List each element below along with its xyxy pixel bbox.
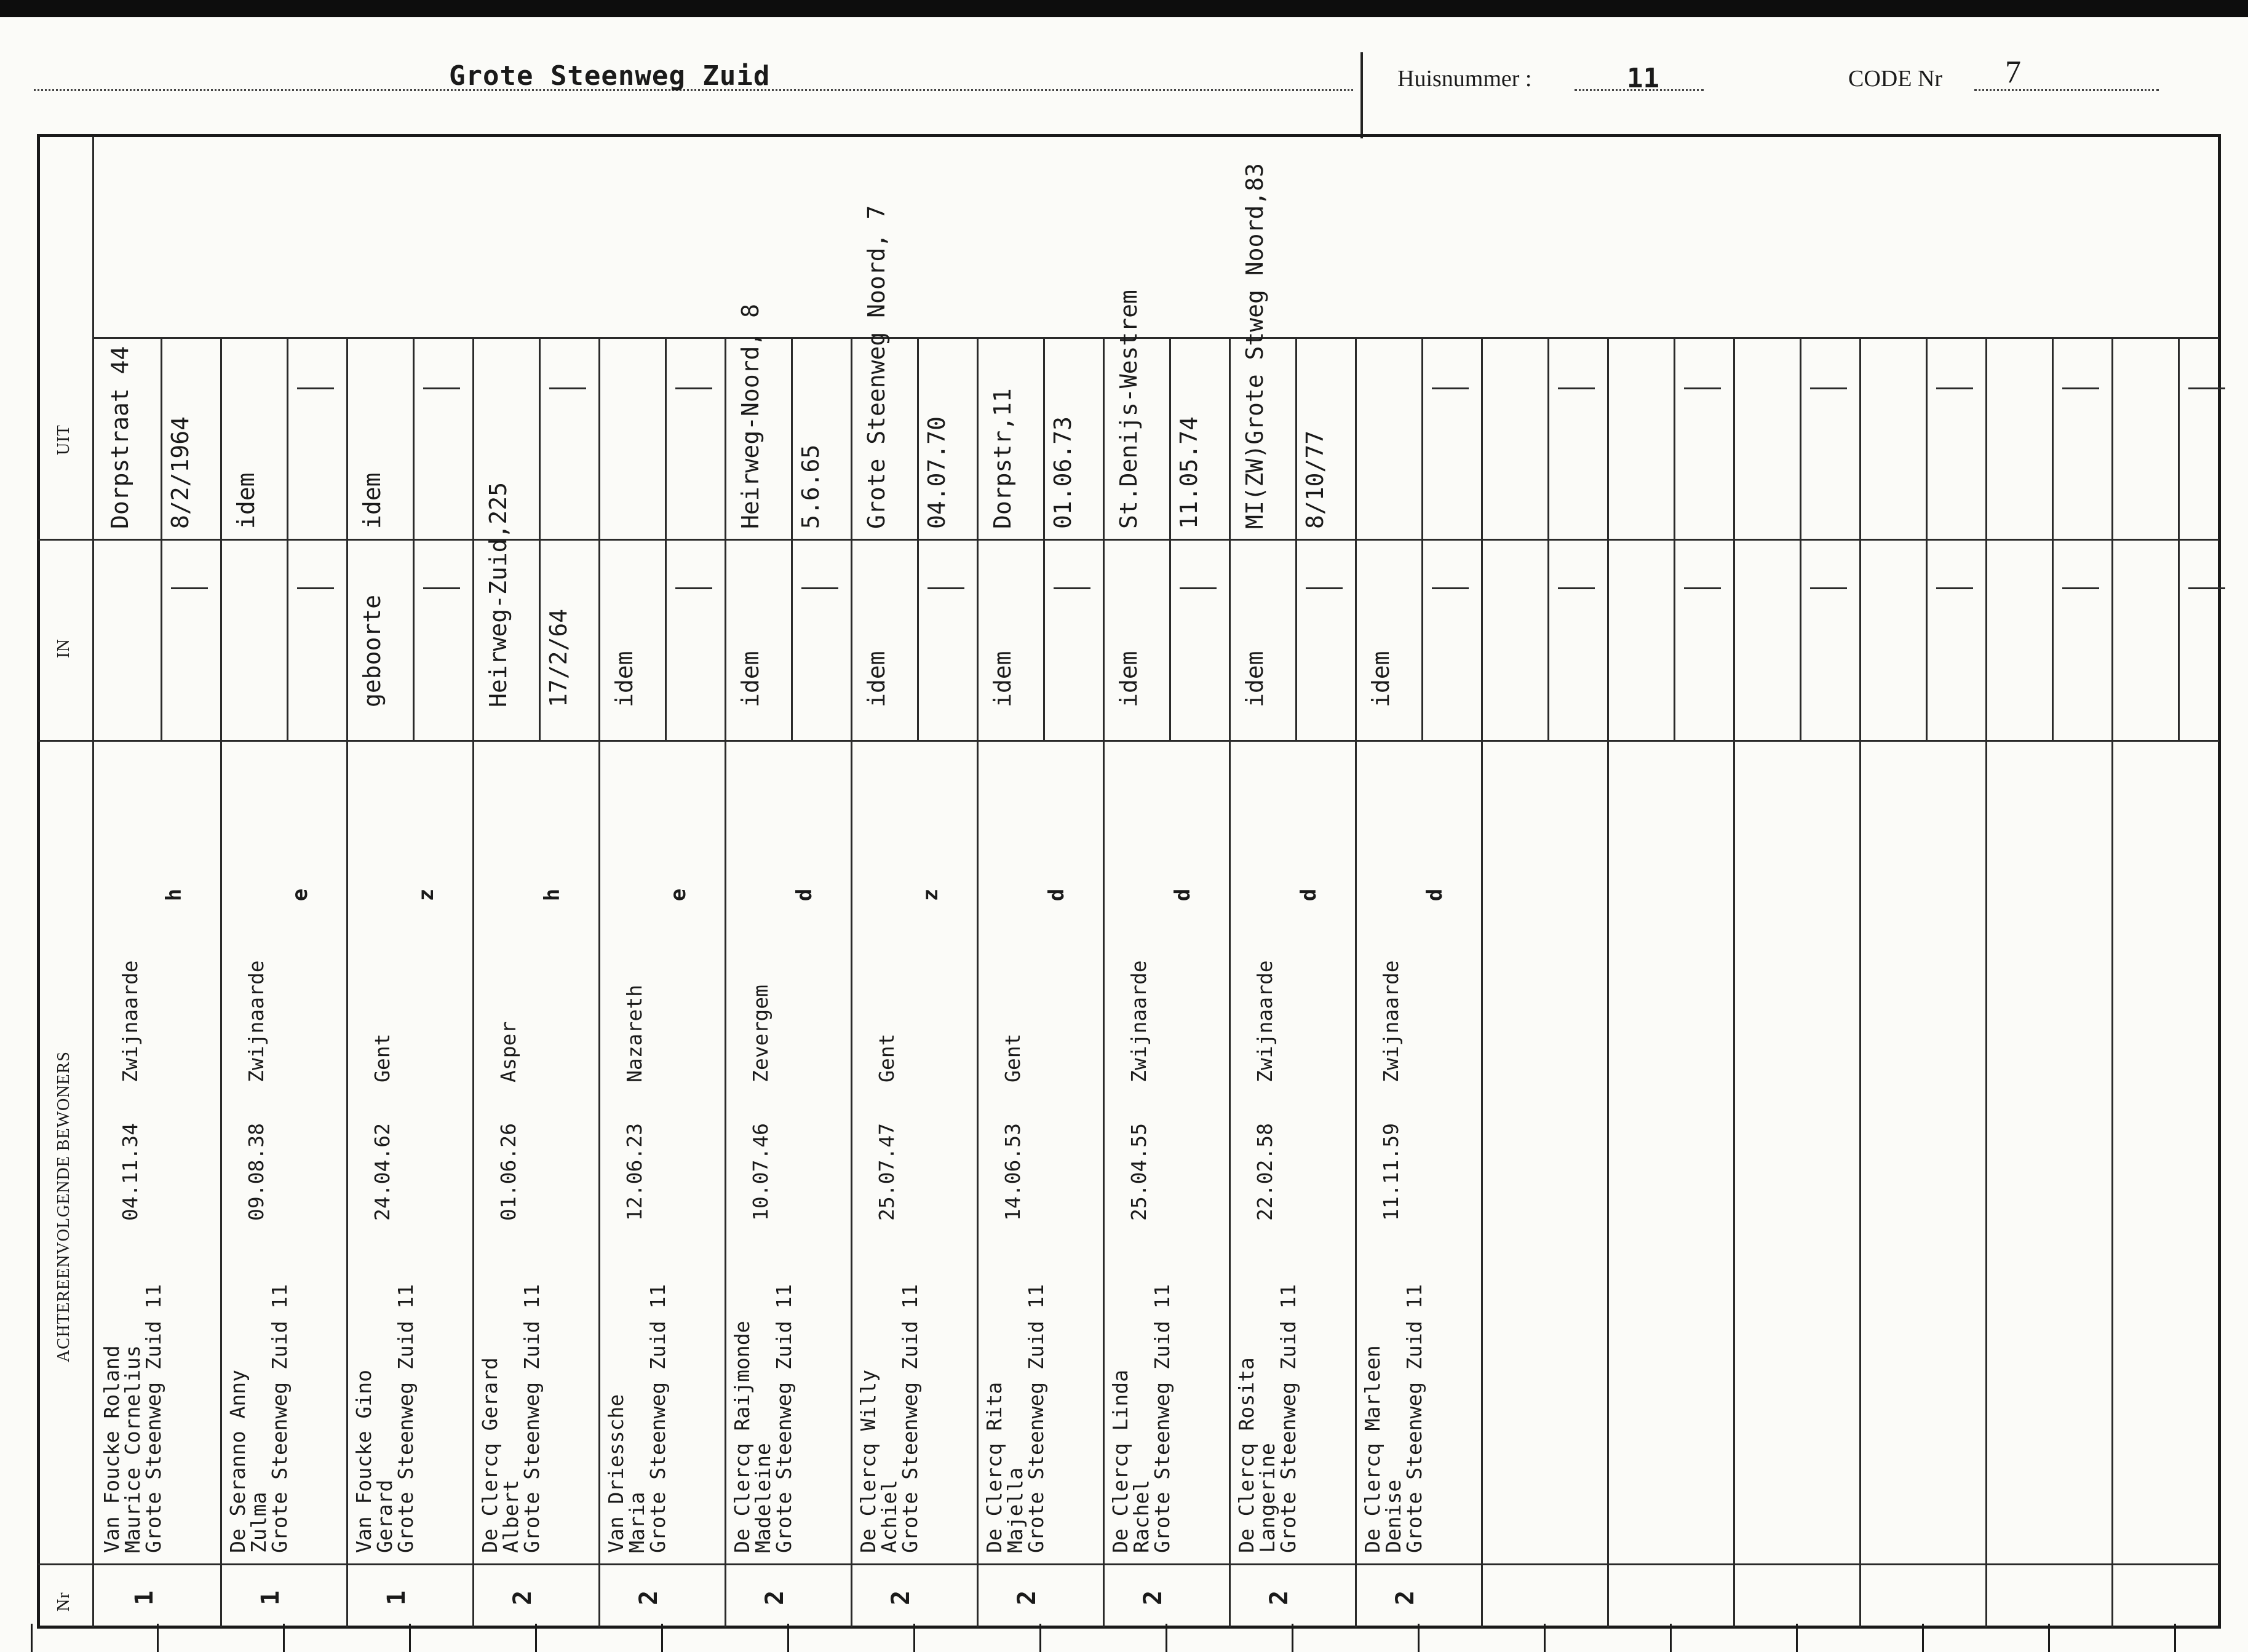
bottom-tick [1166,1624,1167,1652]
resident-first-names: Maurice Cornelius [121,1345,145,1553]
birth-place: Zwijnaarde [1253,960,1277,1082]
empty-in-dash [2062,587,2099,589]
resident-first-names: Denise [1381,1479,1405,1553]
uit-subdivider [161,337,162,539]
resident-first-names: Gerard [373,1479,397,1553]
code-value: 7 [2005,55,2021,90]
in-bewoners-line [38,740,2219,742]
in-subdivider [1800,539,1801,740]
status-code: h [162,888,187,902]
empty-uit-dash [675,387,712,389]
uit-subdivider [1295,337,1297,539]
resident-first-names: Madeleine [751,1443,775,1553]
birth-date: 25.04.55 [1127,1123,1151,1221]
resident-nr: 1 [383,1590,411,1606]
empty-uit-dash [423,387,460,389]
bottom-tick [2048,1624,2050,1652]
bottom-tick [157,1624,159,1652]
empty-uit-dash [1936,387,1973,389]
code-dotted-line [1974,89,2159,91]
in-origin: idem [611,651,638,707]
birth-place: Zwijnaarde [1127,960,1151,1082]
uit-date: 8/2/1964 [167,416,194,529]
in-subdivider [539,539,541,740]
empty-in-dash [2188,587,2225,589]
column-divider [1859,337,1861,1627]
uit-subdivider [413,337,415,539]
uit-subdivider [665,337,667,539]
resident-name: De Clercq Rosita [1234,1357,1258,1553]
street-name: Grote Steenweg Zuid [449,60,771,92]
in-subdivider [1043,539,1045,740]
uit-top-line [92,337,2219,339]
resident-address: Grote Steenweg Zuid 11 [898,1284,922,1553]
bewoners-header: ACHTEREENVOLGENDE BEWONERS [54,1051,73,1362]
bewoners-nr-line [38,1563,2219,1565]
header-separator [1360,52,1363,138]
empty-uit-dash [2188,387,2225,389]
resident-nr: 2 [1013,1590,1042,1606]
code-label: CODE Nr [1848,66,1943,92]
bottom-tick [913,1624,915,1652]
resident-name: De Clercq Rita [982,1381,1006,1553]
column-divider [346,337,348,1627]
uit-date: 01.06.73 [1049,416,1076,529]
resident-first-names: Majella [1003,1467,1027,1553]
uit-subdivider [917,337,919,539]
in-subdivider [917,539,919,740]
in-subdivider [665,539,667,740]
birth-date: 09.08.38 [244,1123,268,1221]
empty-in-dash [1180,587,1217,589]
in-subdivider [1926,539,1928,740]
in-subdivider [1547,539,1549,740]
column-divider [1103,337,1105,1627]
uit-subdivider [1674,337,1675,539]
uit-destination: idem [232,472,260,529]
in-origin: Heirweg-Zuid,225 [485,482,512,707]
column-divider [1733,337,1735,1627]
uit-header: UIT [54,424,73,455]
bottom-tick [1796,1624,1798,1652]
status-code: e [666,888,691,902]
birth-place: Zwijnaarde [118,960,142,1082]
in-subdivider [1674,539,1675,740]
resident-nr: 2 [1139,1590,1168,1606]
in-date: 17/2/64 [545,608,572,707]
uit-subdivider [1926,337,1928,539]
uit-subdivider [2052,337,2054,539]
status-code: e [288,888,313,902]
bottom-tick [661,1624,663,1652]
column-divider [1985,337,1987,1627]
status-code: d [1423,888,1448,902]
resident-name: Van Driessche [604,1394,628,1553]
status-code: d [1297,888,1322,902]
uit-subdivider [1421,337,1423,539]
status-code: d [1044,888,1070,902]
uit-subdivider [539,337,541,539]
bottom-tick [31,1624,33,1652]
resident-name: Van Foucke Gino [352,1369,376,1553]
empty-in-dash [1432,587,1469,589]
resident-name: Van Foucke Roland [100,1345,124,1553]
uit-subdivider [1547,337,1549,539]
uit-date: 04.07.70 [923,416,950,529]
resident-address: Grote Steenweg Zuid 11 [1402,1284,1426,1553]
uit-subdivider [1043,337,1045,539]
birth-date: 01.06.26 [496,1123,520,1221]
empty-uit-dash [1684,387,1721,389]
column-divider [2111,337,2113,1627]
resident-nr: 2 [761,1590,790,1606]
uit-destination: Grote Steenweg Noord, 7 [863,205,890,529]
in-subdivider [791,539,793,740]
resident-first-names: Achiel [877,1479,901,1553]
column-divider [1607,337,1609,1627]
birth-place: Gent [1001,1033,1025,1082]
resident-address: Grote Steenweg Zuid 11 [141,1284,165,1553]
bottom-tick [1544,1624,1546,1652]
resident-name: De Clercq Marleen [1360,1345,1384,1553]
birth-date: 04.11.34 [118,1123,142,1221]
empty-uit-dash [2062,387,2099,389]
birth-place: Gent [370,1033,394,1082]
birth-place: Nazareth [622,985,646,1082]
column-divider [725,337,726,1627]
uit-subdivider [791,337,793,539]
uit-destination: Dorpstraat 44 [106,346,133,529]
resident-address: Grote Steenweg Zuid 11 [394,1284,418,1553]
empty-in-dash [1558,587,1595,589]
birth-date: 24.04.62 [370,1123,394,1221]
status-code: h [540,888,565,902]
bottom-tick [2174,1624,2176,1652]
resident-nr: 2 [635,1590,664,1606]
column-divider [598,337,600,1627]
column-divider [977,337,979,1627]
column-divider [472,337,474,1627]
bottom-tick [1039,1624,1041,1652]
uit-subdivider [287,337,288,539]
empty-in-dash [927,587,964,589]
resident-nr: 1 [130,1590,159,1606]
resident-nr: 2 [509,1590,538,1606]
column-divider [220,337,222,1627]
status-code: d [792,888,817,902]
empty-in-dash [1054,587,1090,589]
resident-address: Grote Steenweg Zuid 11 [1024,1284,1048,1553]
empty-in-dash [1306,587,1343,589]
in-subdivider [2178,539,2180,740]
in-origin: idem [1241,651,1268,707]
birth-date: 11.11.59 [1379,1123,1403,1221]
resident-nr: 2 [1265,1590,1294,1606]
bottom-tick [787,1624,789,1652]
in-origin: idem [1115,651,1142,707]
in-subdivider [2052,539,2054,740]
resident-first-names: Zulma [247,1491,271,1553]
in-subdivider [1295,539,1297,740]
uit-date: 8/10/77 [1301,430,1329,529]
in-origin: idem [863,651,890,707]
birth-place: Zevergem [749,985,773,1082]
resident-name: De Seranno Anny [226,1369,250,1553]
in-origin: geboorte [359,594,386,707]
column-divider [1481,337,1483,1627]
uit-in-line [38,539,2219,541]
label-column-border [92,137,94,1627]
resident-address: Grote Steenweg Zuid 11 [268,1284,292,1553]
status-code: z [414,888,439,902]
huisnummer-value: 11 [1627,63,1659,94]
birth-date: 10.07.46 [749,1123,773,1221]
resident-first-names: Maria [625,1491,649,1553]
in-origin: idem [1367,651,1394,707]
uit-date: 5.6.65 [797,444,824,529]
resident-name: De Clercq Willy [856,1369,880,1553]
resident-name: De Clercq Raijmonde [730,1320,754,1553]
bottom-tick [1418,1624,1420,1652]
empty-in-dash [1936,587,1973,589]
in-subdivider [1421,539,1423,740]
birth-place: Asper [496,1021,520,1082]
in-subdivider [413,539,415,740]
resident-nr: 2 [887,1590,916,1606]
status-code: d [1170,888,1196,902]
bottom-tick [535,1624,537,1652]
bottom-tick [1922,1624,1924,1652]
resident-address: Grote Steenweg Zuid 11 [772,1284,796,1553]
empty-uit-dash [1810,387,1847,389]
uit-date: 11.05.74 [1175,416,1202,529]
empty-in-dash [1810,587,1847,589]
empty-in-dash [423,587,460,589]
resident-first-names: Albert [499,1479,523,1553]
bottom-tick [1292,1624,1293,1652]
empty-uit-dash [1558,387,1595,389]
empty-in-dash [171,587,208,589]
resident-address: Grote Steenweg Zuid 11 [520,1284,544,1553]
bottom-tick [283,1624,285,1652]
resident-nr: 1 [256,1590,285,1606]
empty-uit-dash [297,387,334,389]
in-origin: idem [989,651,1016,707]
resident-first-names: Rachel [1129,1479,1153,1553]
resident-nr: 2 [1391,1590,1420,1606]
huisnummer-label: Huisnummer : [1397,66,1532,92]
bottom-tick [409,1624,411,1652]
uit-destination: St.Denijs-Westrem [1115,290,1142,529]
in-subdivider [1169,539,1171,740]
birth-date: 12.06.23 [622,1123,646,1221]
uit-subdivider [1169,337,1171,539]
birth-place: Zwijnaarde [244,960,268,1082]
uit-subdivider [1800,337,1801,539]
uit-subdivider [2178,337,2180,539]
uit-destination: Heirweg-Noord, 8 [737,303,764,529]
column-divider [1355,337,1357,1627]
resident-address: Grote Steenweg Zuid 11 [1276,1284,1300,1553]
birth-place: Gent [875,1033,899,1082]
empty-in-dash [801,587,838,589]
scan-top-border [0,0,2248,17]
nr-header: Nr [54,1592,73,1611]
empty-in-dash [1684,587,1721,589]
in-subdivider [287,539,288,740]
birth-date: 22.02.58 [1253,1123,1277,1221]
bottom-tick [1670,1624,1672,1652]
in-subdivider [161,539,162,740]
status-code: z [918,888,943,902]
empty-uit-dash [549,387,586,389]
uit-destination: MI(ZW)Grote Stweg Noord,83 [1241,163,1268,529]
column-divider [851,337,852,1627]
resident-address: Grote Steenweg Zuid 11 [1150,1284,1174,1553]
in-origin: idem [737,651,764,707]
uit-destination: idem [359,472,386,529]
in-header: IN [54,638,73,658]
resident-name: De Clercq Gerard [478,1357,502,1553]
resident-address: Grote Steenweg Zuid 11 [646,1284,670,1553]
column-divider [1229,337,1231,1627]
empty-uit-dash [1432,387,1469,389]
birth-date: 25.07.47 [875,1123,899,1221]
empty-in-dash [675,587,712,589]
empty-in-dash [297,587,334,589]
resident-first-names: Langerine [1255,1443,1279,1553]
birth-place: Zwijnaarde [1379,960,1403,1082]
resident-name: De Clercq Linda [1108,1369,1132,1553]
uit-destination: Dorpstr,11 [989,388,1016,529]
birth-date: 14.06.53 [1001,1123,1025,1221]
